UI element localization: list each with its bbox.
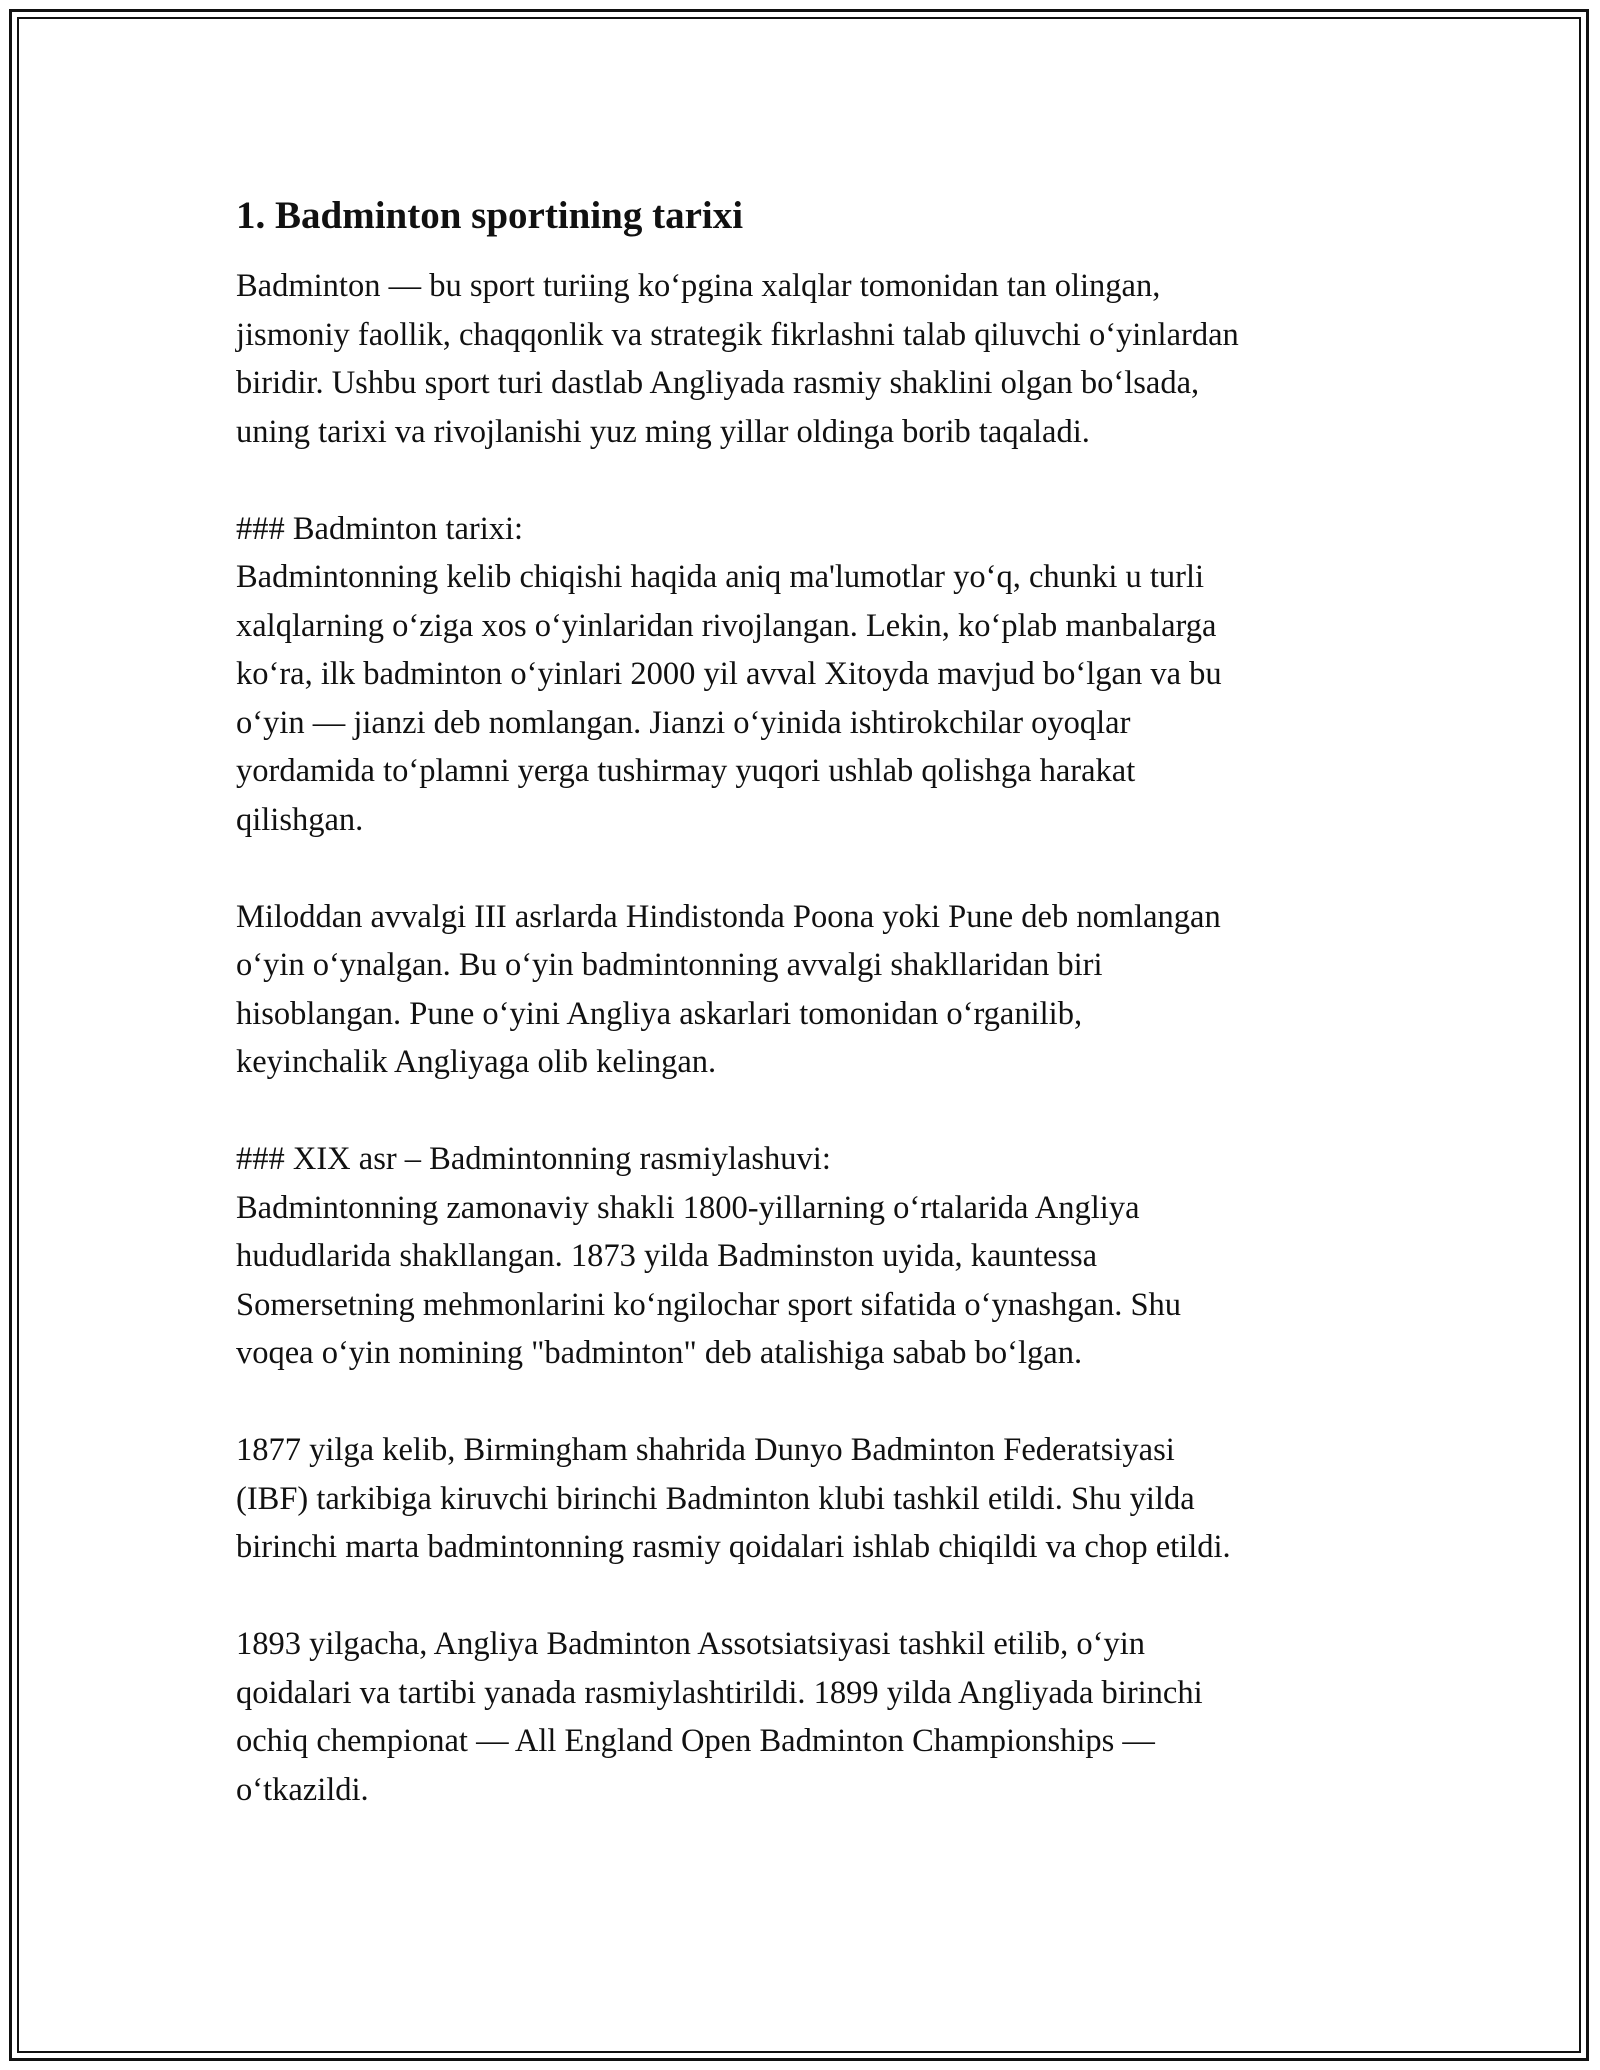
paragraph-line: birinchi marta badmintonning rasmiy qoidalari ishlab chiqildi va chop etildi. xyxy=(236,1529,1231,1565)
paragraph-line: hududlarida shakllangan. 1873 yilda Badminston uyida, kauntessa xyxy=(236,1238,1098,1274)
paragraph-line: Miloddan avvalgi III asrlarda Hindistonda Poona yoki Pune deb nomlangan xyxy=(236,898,1221,935)
document-title: 1. Badminton sportining tarixi xyxy=(236,194,744,237)
paragraph xyxy=(236,1426,1386,1572)
paragraph xyxy=(236,1135,1386,1378)
paragraph-line: hisoblangan. Pune oʻyini Angliya askarlari tomonidan oʻrganilib, xyxy=(236,995,1083,1032)
paragraph-line: oʻtkazildi. xyxy=(236,1771,369,1808)
paragraph-line: qilishgan. xyxy=(236,801,364,838)
paragraph-line: uning tarixi va rivojlanishi yuz ming yillar oldinga borib taqaladi. xyxy=(236,413,1090,450)
paragraph-line: oʻyin oʻynalgan. Bu oʻyin badmintonning avvalgi shakllaridan biri xyxy=(236,947,1103,983)
paragraph-line: keyinchalik Angliyaga olib kelingan. xyxy=(236,1044,717,1080)
paragraph-line: qoidalari va tartibi yanada rasmiylashtirildi. 1899 yilda Angliyada birinchi xyxy=(236,1674,1203,1711)
paragraph-line: Somersetning mehmonlarini koʻngilochar sport sifatida oʻynashgan. Shu xyxy=(236,1286,1182,1323)
section-heading: ### Badminton tarixi: xyxy=(236,510,524,547)
paragraph xyxy=(236,505,1386,845)
paragraph-line: Badminton — bu sport turiing koʻpgina xalqlar tomonidan tan olingan, xyxy=(236,268,1161,304)
paragraph xyxy=(236,262,1386,456)
section-heading: ### XIX asr – Badmintonning rasmiylashuvi: xyxy=(236,1141,831,1177)
paragraph-list xyxy=(236,262,1386,1814)
paragraph-line: jismoniy faollik, chaqqonlik va strategik fikrlashni talab qiluvchi oʻyinlardan xyxy=(236,316,1239,353)
paragraph-line: Badmintonning zamonaviy shakli 1800-yillarning oʻrtalarida Angliya xyxy=(236,1189,1140,1226)
paragraph-line: (IBF) tarkibiga kiruvchi birinchi Badminton klubi tashkil etildi. Shu yilda xyxy=(236,1480,1195,1517)
document-body xyxy=(236,192,1386,1863)
paragraph xyxy=(236,893,1386,1087)
paragraph-line: Badmintonning kelib chiqishi haqida aniq ma'lumotlar yoʻq, chunki u turli xyxy=(236,559,1205,595)
paragraph-line: 1877 yilga kelib, Birmingham shahrida Dunyo Badminton Federatsiyasi xyxy=(236,1432,1175,1468)
paragraph-line: yordamida toʻplamni yerga tushirmay yuqori ushlab qolishga harakat xyxy=(236,753,1136,789)
paragraph-line: koʻra, ilk badminton oʻyinlari 2000 yil avval Xitoyda mavjud boʻlgan va bu xyxy=(236,656,1222,692)
paragraph-line: 1893 yilgacha, Angliya Badminton Assotsiatsiyasi tashkil etilib, oʻyin xyxy=(236,1626,1146,1662)
paragraph-line: oʻyin — jianzi deb nomlangan. Jianzi oʻyinida ishtirokchilar oyoqlar xyxy=(236,704,1131,741)
paragraph xyxy=(236,1620,1386,1814)
paragraph-line: xalqlarning oʻziga xos oʻyinlaridan rivojlangan. Lekin, koʻplab manbalarga xyxy=(236,607,1217,644)
paragraph-line: biridir. Ushbu sport turi dastlab Angliyada rasmiy shaklini olgan boʻlsada, xyxy=(236,365,1200,401)
paragraph-line: ochiq chempionat — All England Open Badminton Championships — xyxy=(236,1723,1155,1759)
paragraph-line: voqea oʻyin nomining "badminton" deb atalishiga sabab boʻlgan. xyxy=(236,1335,1083,1371)
